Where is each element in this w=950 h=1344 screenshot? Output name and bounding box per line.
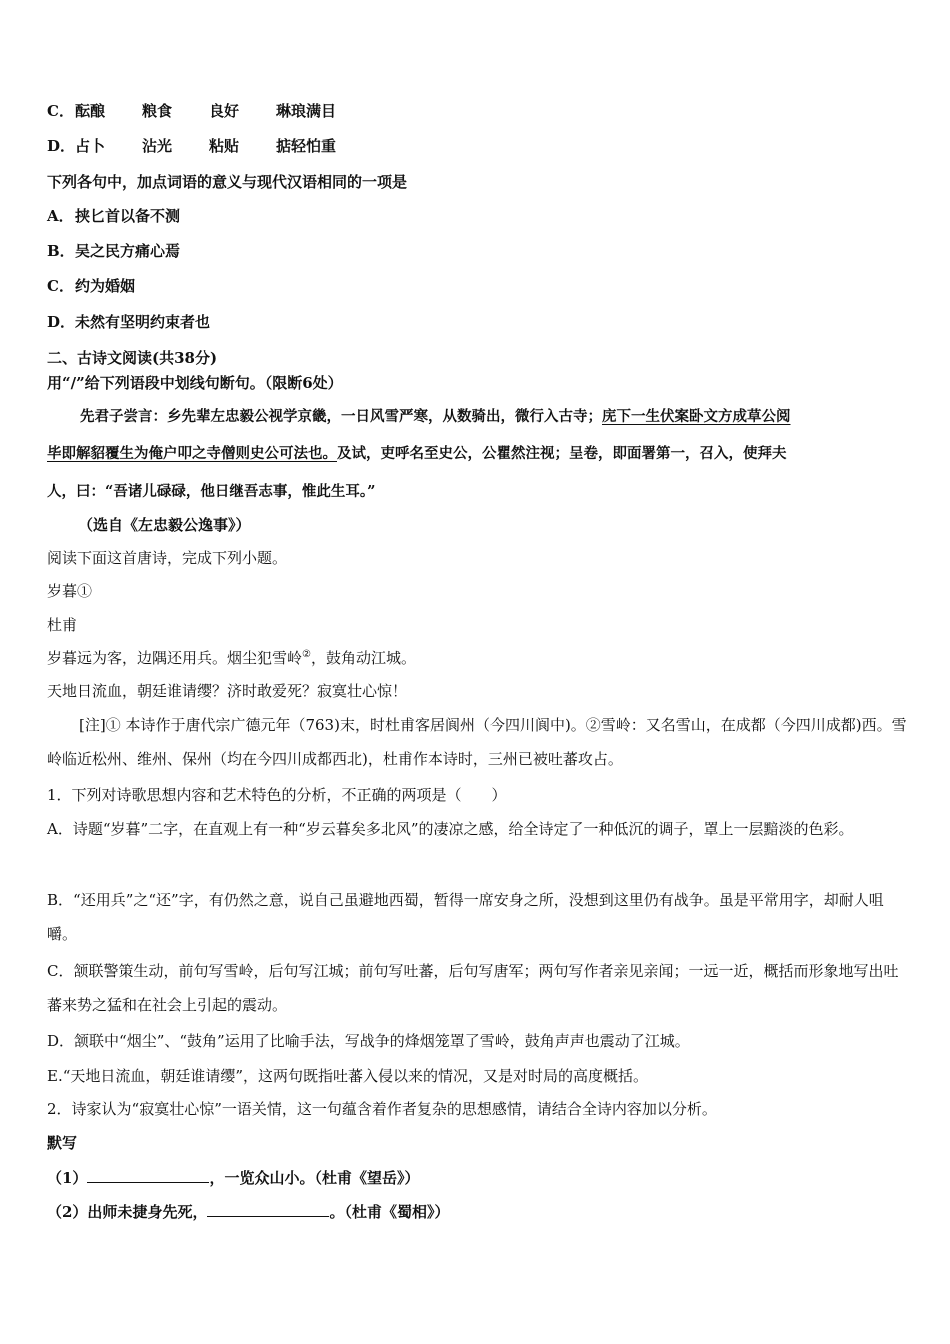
passage-text: 先君子尝言：乡先辈左忠毅公视学京畿，一日风雪严寒，从数骑出，微行入古寺； — [80, 408, 602, 425]
word: 粘贴 — [209, 137, 240, 155]
option-label: D． — [47, 137, 76, 155]
option-label: C． — [47, 277, 74, 295]
vocab-option-c — [47, 100, 336, 122]
option-c — [47, 275, 135, 297]
poem-line-2: 天地日流血，朝廷谁请缨？济时敢爱死？寂寞壮心惊！ — [47, 682, 408, 700]
answer-blank[interactable] — [87, 1166, 209, 1183]
item-text: （2）出师未捷身先死， — [47, 1203, 208, 1221]
passage-line-2 — [47, 443, 787, 465]
passage-line-1 — [80, 406, 791, 428]
vocab-option-d — [47, 135, 336, 157]
item-text: 。（杜甫《蜀相》） — [329, 1203, 450, 1221]
poem-text: 岁暮远为客，边隅还用兵。烟尘犯雪岭 — [47, 649, 303, 667]
poem-note: [注]① 本诗作于唐代宗广德元年（763)末，时杜甫客居阆州（今四川阆中)。②雪岭：又名雪山，在成都（今四川成都)西。雪岭临近松州、维州、保州（均在今四川成都西北)，杜甫作本诗时，三州已被吐蕃攻占。 — [47, 716, 907, 768]
note-mark: ② — [302, 649, 311, 660]
q1-option-a: A．诗题“岁暮”二字，在直观上有一种“岁云暮矣多北风”的凄凉之感，给全诗定了一种低沉的调子，罩上一层黯淡的色彩。 — [47, 820, 854, 838]
answer-blank[interactable] — [207, 1200, 329, 1217]
poem-line-1 — [47, 647, 416, 669]
passage-text: 及试，吏呼名至史公，公瞿然注视；呈卷，即面署第一，召入，使拜夫 — [337, 445, 787, 462]
poem-title: 岁暮① — [47, 582, 93, 600]
poem-text: ，鼓角动江城。 — [310, 649, 416, 667]
q1-option-d: D．颔联中“烟尘”、“鼓角”运用了比喻手法，写战争的烽烟笼罩了雪岭，鼓角声声也震动了江城。 — [47, 1032, 690, 1050]
item-text: ，一览众山小。（杜甫《望岳》） — [209, 1169, 420, 1187]
word: 琳琅满目 — [276, 102, 337, 120]
option-b — [47, 240, 180, 262]
dictation-title: 默写 — [47, 1134, 78, 1152]
poem-intro: 阅读下面这首唐诗，完成下列小题。 — [47, 549, 288, 567]
word: 掂轻怕重 — [276, 137, 337, 155]
passage-line-3: 人，曰：“吾诸儿碌碌，他日继吾志事，惟此生耳。” — [47, 483, 376, 500]
item-number: （1） — [47, 1169, 88, 1187]
underlined-sentence: 毕即解貂覆生为俺户叩之寺僧则史公可法也。 — [47, 445, 337, 462]
option-text: 约为婚姻 — [75, 277, 136, 295]
question-1: 1．下列对诗歌思想内容和艺术特色的分析，不正确的两项是（ ） — [47, 786, 507, 804]
option-label: A． — [47, 207, 74, 225]
word: 酝酿 — [75, 102, 106, 120]
option-a — [47, 205, 180, 227]
q1-option-b: B．“还用兵”之“还”字，有仍然之意，说自己虽避地西蜀，暂得一席安身之所，没想到这里仍有战争。虽是平常用字，却耐人咀嚼。 — [47, 891, 884, 943]
section-title: 二、古诗文阅读(共38分) — [47, 349, 218, 367]
q1-option-c: C．颔联警策生动，前句写雪岭，后句写江城；前句写吐蕃，后句写唐军；两句写作者亲见亲闻；一远一近，概括而形象地写出吐蕃来势之猛和在社会上引起的震动。 — [47, 962, 899, 1014]
passage-source: （选自《左忠毅公逸事》） — [78, 516, 251, 534]
option-text: 挟匕首以备不测 — [75, 207, 181, 225]
poem-author: 杜甫 — [47, 616, 78, 634]
question-prompt: 下列各句中，加点词语的意义与现代汉语相同的一项是 — [47, 173, 408, 191]
word: 沾光 — [142, 137, 173, 155]
question-2: 2．诗家认为“寂寞壮心惊”一语关情，这一句蕴含着作者复杂的思想感情，请结合全诗内容加以分析。 — [47, 1100, 717, 1118]
word: 良好 — [209, 102, 240, 120]
option-d — [47, 311, 210, 333]
section-instruction: 用“/”给下列语段中划线句断句。（限断6处） — [47, 374, 343, 392]
option-label: B． — [47, 242, 75, 260]
dictation-item-1 — [47, 1166, 419, 1189]
word: 粮食 — [142, 102, 173, 120]
option-text: 未然有坚明约束者也 — [75, 313, 211, 331]
option-text: 吴之民方痛心焉 — [75, 242, 181, 260]
q1-option-e: E.“天地日流血，朝廷谁请缨”，这两句既指吐蕃入侵以来的情况，又是对时局的高度概括。 — [47, 1067, 649, 1085]
option-label: D． — [47, 313, 76, 331]
dictation-item-2 — [47, 1200, 449, 1223]
word: 占卜 — [75, 137, 106, 155]
option-label: C． — [47, 102, 74, 120]
underlined-sentence: 庑下一生伏案卧文方成草公阅 — [602, 408, 791, 425]
